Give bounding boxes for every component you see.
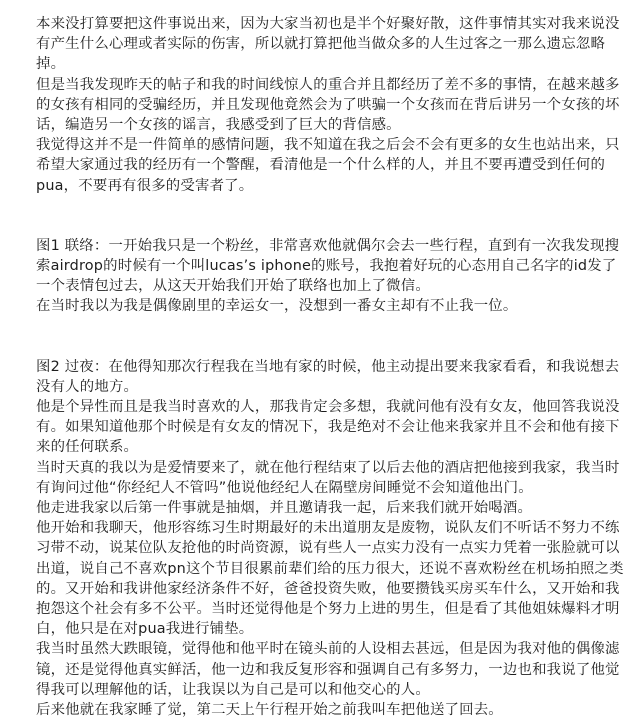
figure2-paragraph: 他走进我家以后第一件事就是抽烟，并且邀请我一起，后来我们就开始喝酒。 bbox=[36, 500, 533, 517]
figure1-paragraph: 图1 联络：一开始我只是一个粉丝，非常喜欢他就偶尔会去一些行程，直到有一次我发现搜索airdrop的时候有一个叫lucas’s iphone的账号，我抱着好玩的心态用自己名字的id发了一个表情包过去，从这天开始我们开始了联络也加上了微信。 bbox=[36, 237, 620, 295]
intro-paragraph: 本来没打算要把这件事说出来，因为大家当初也是半个好聚好散，这件事情其实对我来说没有产生什么心理或者实际的伤害，所以就打算把他当做众多的人生过客之一那么遗忘忽略掉。 bbox=[36, 16, 620, 73]
figure2-paragraph: 他开始和我聊天，他形容练习生时期最好的未出道朋友是废物，说队友们不听话不努力不练习带不动，说某位队友抢他的时尚资源，说有些人一点实力没有一点实力凭着一张脸就可以出道，说自己不喜欢pn这个节目很累前辈们给的压力很大，还说不喜欢粉丝在机场拍照之类的。又开始和我讲他家经济条件不好，爸爸投资失败，他要攒钱买房买车什么，又开始和我抱怨这个社会有多不公平。当时还觉得他是个努力上进的男生，但是看了其他姐妹爆料才明白，他只是在对pua我进行铺垫。 bbox=[36, 520, 624, 638]
intro-paragraph: 但是当我发现昨天的帖子和我的时间线惊人的重合并且都经历了差不多的事情，在越来越多的女孩有相同的受骗经历，并且发现他竟然会为了哄骗一个女孩而在背后讲另一个女孩的坏话，编造另一个女孩的谣言，我感受到了巨大的背信感。 bbox=[36, 76, 620, 134]
figure2-paragraph: 他是个异性而且是我当时喜欢的人，那我肯定会多想，我就问他有没有女友，他回答我说没有。如果知道他那个时候是有女友的情况下，我是绝对不会让他来我家并且不会和他有接下来的任何联系。 bbox=[36, 399, 620, 456]
intro-section bbox=[36, 14, 626, 196]
intro-paragraph: 我觉得这并不是一件简单的感情问题，我不知道在我之后会不会有更多的女生也站出来，只希望大家通过我的经历有一个警醒，看清他是一个什么样的人，并且不要再遭受到任何的pua，不要再有很多的受害者了。 bbox=[36, 137, 620, 194]
section-spacer bbox=[36, 317, 626, 357]
figure2-paragraph: 后来他就在我家睡了觉，第二天上午行程开始之前我叫车把他送了回去。 bbox=[36, 702, 503, 719]
figure2-paragraph: 图2 过夜：在他得知那次行程我在当地有家的时候，他主动提出要来我家看看，和我说想去没有人的地方。 bbox=[36, 358, 620, 395]
section-spacer bbox=[36, 196, 626, 236]
figure2-section bbox=[36, 357, 626, 720]
figure1-paragraph: 在当时我以为我是偶像剧里的幸运女一，没想到一番女主却有不止我一位。 bbox=[36, 298, 518, 315]
figure2-paragraph: 当时天真的我以为是爱情要来了，就在他行程结束了以后去他的酒店把他接到我家，我当时有询问过他“你经纪人不管吗”他说他经纪人在隔壁房间睡觉不会知道他出门。 bbox=[36, 459, 620, 496]
figure2-paragraph: 我当时虽然大跌眼镜，觉得他和他平时在镜头前的人设相去甚远，但是因为我对他的偶像滤镜，还是觉得他真实鲜活，他一边和我反复形容和强调自己有多努力，一边也和我说了他觉得我可以理解他的话，让我误以为自己是可以和他交心的人。 bbox=[36, 641, 620, 698]
figure1-section bbox=[36, 236, 626, 317]
